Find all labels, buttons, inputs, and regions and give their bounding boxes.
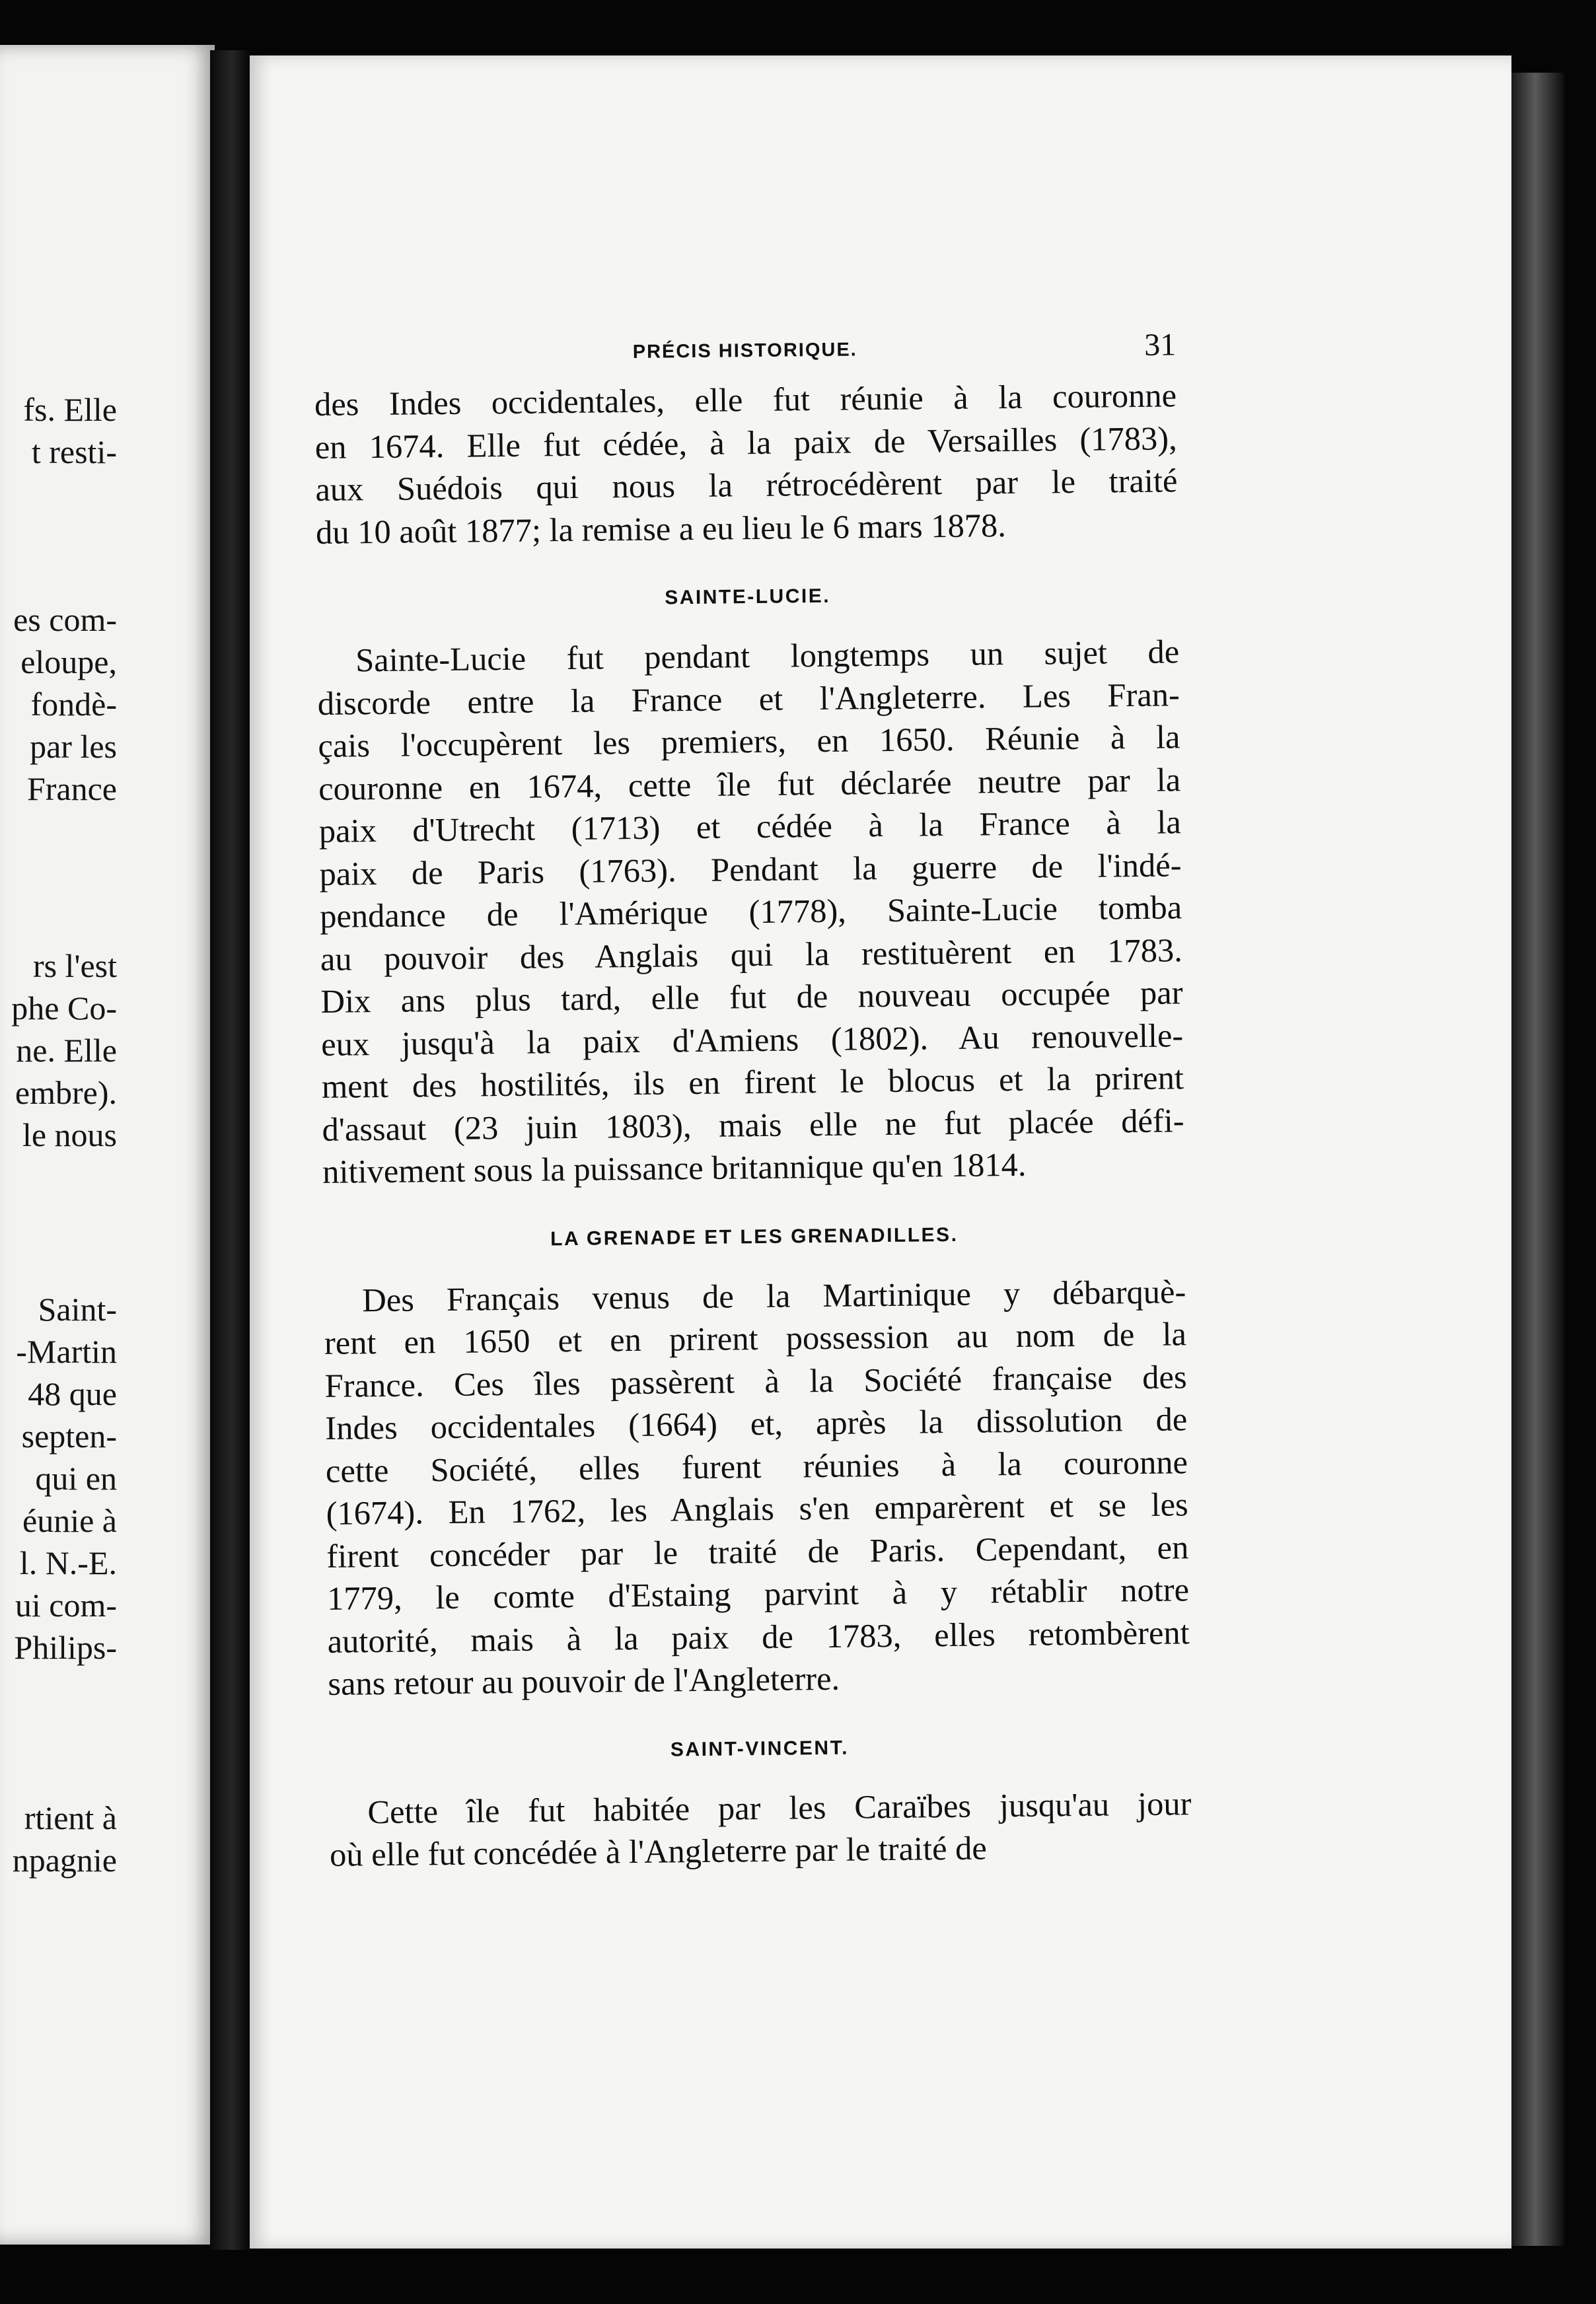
left-page-line: septen-	[21, 1418, 117, 1455]
text-line: France. Ces îles passèrent à la Société française des	[324, 1357, 1187, 1404]
text-line: paix d'Utrecht (1713) et cédée à la France à la	[318, 803, 1182, 849]
left-page-line: France	[26, 770, 117, 807]
left-page-line: rtient à	[24, 1799, 117, 1836]
section-paragraph	[324, 1270, 1190, 1706]
section-paragraph	[329, 1782, 1192, 1877]
text-line: Des Français venus de la Martinique y débarquè-	[361, 1272, 1186, 1318]
text-line: pendance de l'Amérique (1778), Sainte-Lucie tomba	[319, 888, 1182, 935]
left-page-line: embre).	[15, 1074, 117, 1111]
left-page-line: ui com-	[15, 1587, 117, 1624]
left-page-line: 48 que	[28, 1375, 117, 1412]
text-line: rent en 1650 et en prirent possession au nom de la	[324, 1315, 1187, 1361]
section-paragraph	[314, 374, 1179, 554]
left-page-line: par les	[30, 728, 117, 765]
text-line: 1779, le comte d'Estaing parvint à y rétablir notre	[326, 1571, 1190, 1617]
text-line: sans retour au pouvoir de l'Angleterre.	[328, 1659, 840, 1702]
left-page-line: rs l'est	[32, 947, 117, 984]
left-page-line: le nous	[22, 1116, 117, 1153]
left-page-line: qui en	[35, 1460, 117, 1497]
text-line: discorde entre la France et l'Angleterre. Les Fran-	[317, 675, 1180, 722]
text-line: (1674). En 1762, les Anglais s'en emparèrent et se les	[326, 1486, 1188, 1532]
text-line: nitivement sous la puissance britannique qu'en 1814.	[322, 1145, 1027, 1190]
text-line: çais l'occupèrent les premiers, en 1650. Réunie à la	[318, 718, 1180, 764]
text-line: paix de Paris (1763). Pendant la guerre de l'indé-	[319, 846, 1182, 892]
text-line: autorité, mais à la paix de 1783, elles retombèrent	[327, 1613, 1190, 1660]
section-heading: LA GRENADE ET LES GRENADILLES.	[550, 1223, 959, 1250]
text-line: aux Suédois qui nous la rétrocédèrent par le traité	[315, 462, 1178, 508]
left-page-line: fs. Elle	[23, 391, 117, 428]
text-line: d'assaut (23 juin 1803), mais elle ne fut placée défi-	[322, 1101, 1184, 1148]
page-body	[314, 374, 1192, 1876]
page-content	[314, 326, 1192, 1876]
section-heading: SAINT-VINCENT.	[670, 1737, 850, 1760]
running-head	[314, 326, 1177, 383]
left-page-line: es com-	[13, 601, 117, 638]
left-page-line: t resti-	[31, 433, 117, 470]
left-page-line: ne. Elle	[16, 1032, 117, 1069]
text-line: couronne en 1674, cette île fut déclarée neutre par la	[318, 760, 1181, 807]
left-page-line: l. N.-E.	[19, 1544, 117, 1581]
left-page-line: éunie à	[22, 1502, 117, 1539]
text-line: firent concéder par le traité de Paris. Cependant, en	[326, 1528, 1189, 1575]
text-line: des Indes occidentales, elle fut réunie à la couronne	[314, 377, 1177, 423]
text-line: Indes occidentales (1664) et, après la dissolution de	[325, 1400, 1188, 1447]
text-line: en 1674. Elle fut cédée, à la paix de Versailles (1783),	[314, 419, 1177, 466]
left-page-line: npagnie	[12, 1842, 117, 1879]
left-page-line: phe Co-	[11, 990, 117, 1026]
left-page-line: fondè-	[30, 686, 117, 723]
running-head-title: PRÉCIS HISTORIQUE.	[632, 339, 857, 363]
text-line: au pouvoir des Anglais qui la restituèrent en 1783.	[320, 931, 1183, 978]
text-line: cette Société, elles furent réunies à la couronne	[325, 1443, 1188, 1490]
book-gutter	[210, 50, 250, 2250]
text-line: Sainte-Lucie fut pendant longtemps un sujet de	[355, 633, 1180, 679]
left-page-line: eloupe,	[20, 643, 117, 680]
page-number: 31	[1143, 327, 1177, 363]
text-line: où elle fut concédée à l'Angleterre par le traité de	[329, 1829, 988, 1873]
left-page-line: Saint-	[38, 1291, 117, 1328]
left-facing-page	[0, 45, 215, 2245]
page-edge	[1511, 73, 1564, 2246]
section-paragraph	[317, 630, 1185, 1193]
left-page-line: -Martin	[16, 1333, 117, 1370]
text-line: Cette île fut habitée par les Caraïbes jusqu'au jour	[367, 1784, 1192, 1830]
text-line: ment des hostilités, ils en firent le blocus et la prirent	[321, 1059, 1184, 1105]
text-line: du 10 août 1877; la remise a eu lieu le 6 mars 1878.	[315, 506, 1007, 551]
text-line: eux jusqu'à la paix d'Amiens (1802). Au renouvelle-	[320, 1016, 1184, 1063]
left-page-line: Philips-	[14, 1629, 117, 1666]
section-heading: SAINTE-LUCIE.	[665, 585, 831, 609]
text-line: Dix ans plus tard, elle fut de nouveau occupée par	[320, 974, 1183, 1020]
